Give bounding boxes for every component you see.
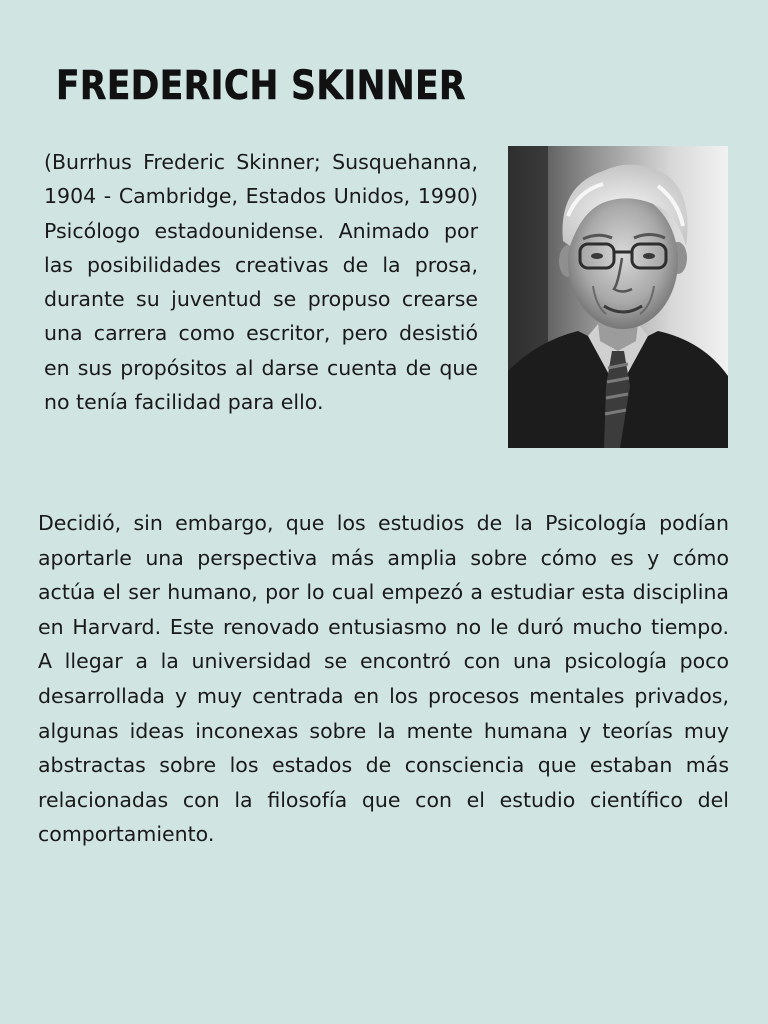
main-paragraph: Decidió, sin embargo, que los estudios de la Psicología podían aportarle una perspectiva más amplia sobre cómo es y cómo actúa el ser humano, por lo cual empezó a estudiar esta disciplina en Harvard. Este renovado entusiasmo no le duró mucho tiempo. A llegar a la universidad se encontró con una psicología poco desarrollada y muy centrada en los procesos mentales privados, algunas ideas inconexas sobre la mente humana y teorías muy abstractas sobre los estados de consciencia que estaban más relacionadas con la filosofía que con el estudio científico del comportamiento. <box>38 511 729 847</box>
portrait-illustration <box>508 146 728 448</box>
page-title: FREDERICH SKINNER <box>56 63 466 109</box>
portrait-photo <box>508 146 728 448</box>
intro-paragraph: (Burrhus Frederic Skinner; Susquehanna, 1904 - Cambridge, Estados Unidos, 1990) Psicólogo estadounidense. Animado por las posibilidades creativas de la prosa, durante su juventud se propuso crearse una carrera como escritor, pero desistió en sus propósitos al darse cuenta de que no tenía facilidad para ello. <box>44 150 478 415</box>
